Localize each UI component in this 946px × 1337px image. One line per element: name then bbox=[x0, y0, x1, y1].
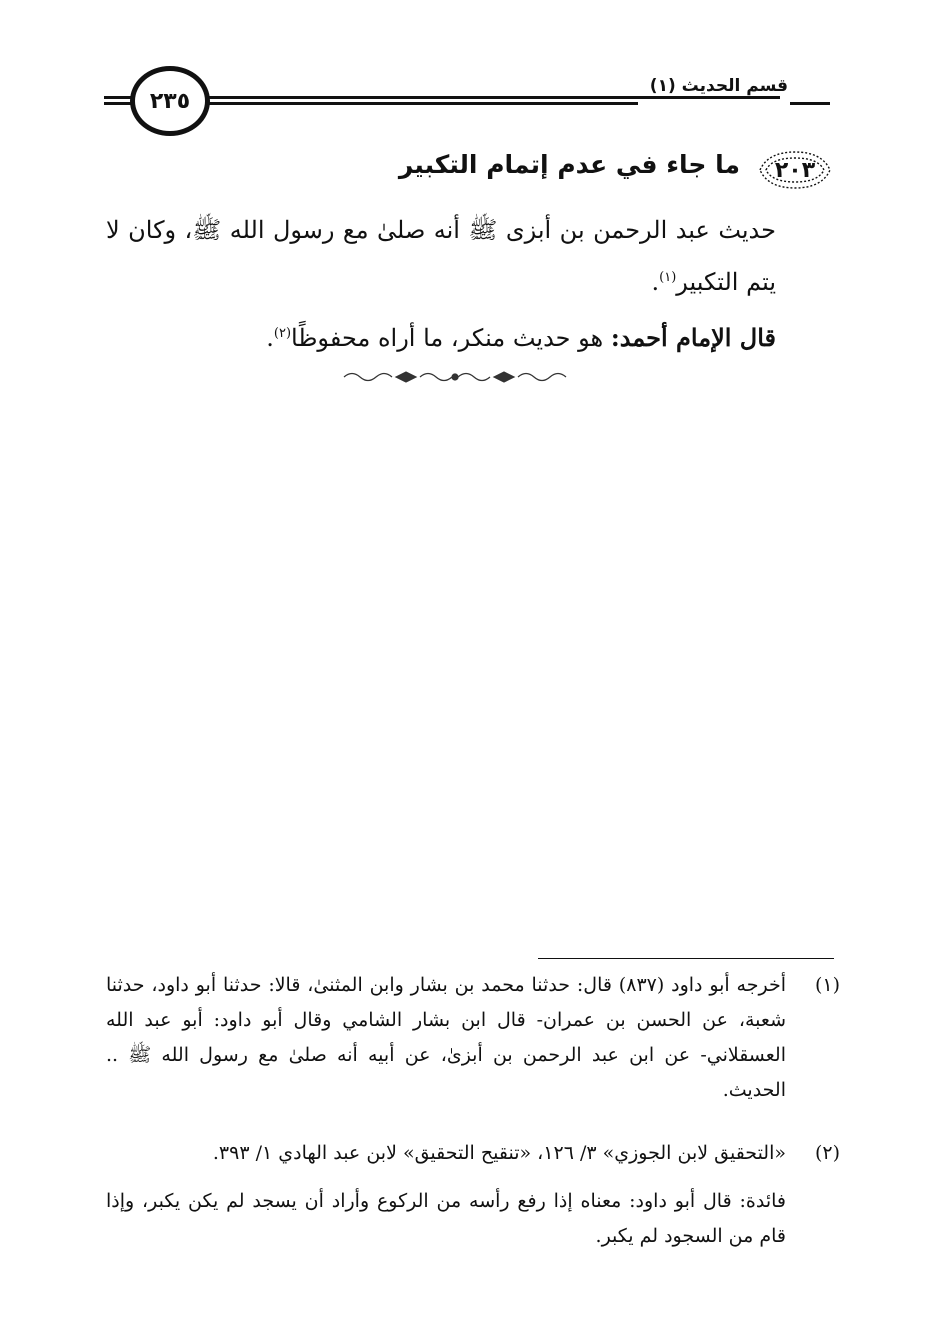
ruling-attribution: قال الإمام أحمد: bbox=[610, 323, 776, 352]
footnote-number: (١) bbox=[814, 974, 840, 996]
period: . bbox=[651, 268, 660, 296]
footnote-note: فائدة: قال أبو داود: معناه إذا رفع رأسه من الركوع وأراد أن يسجد لم يكن يكبر، وإذا قام من السجود لم يكبر. bbox=[106, 1190, 786, 1247]
footnote-text: أخرجه أبو داود (٨٣٧) قال: حدثنا محمد بن بشار وابن المثنىٰ، قالا: حدثنا أبو داود، حدثنا شعبة، عن الحسن بن عمران- قال ابن بشار الشامي وقال أبو داود: أبو عبد الله العسقلاني- عن ابن عبد الرحمن بن أبزىٰ، عن أبيه أنه صلىٰ مع رسول الله ﷺ .. الحديث. bbox=[106, 974, 786, 1101]
footnote-rule bbox=[538, 958, 834, 959]
header-rule bbox=[200, 96, 780, 99]
running-head: قسم الحديث (١) bbox=[649, 76, 788, 96]
hadith-paragraph bbox=[106, 206, 776, 306]
divider-ornament-icon bbox=[340, 368, 570, 386]
footnote-text: «التحقيق لابن الجوزي» ٣/ ١٢٦، «تنقيح التحقيق» لابن عبد الهادي ١/ ٣٩٣. bbox=[212, 1142, 786, 1164]
section-number bbox=[756, 148, 834, 192]
footnote-ref: (١) bbox=[659, 270, 677, 285]
header-rule bbox=[200, 102, 638, 105]
section-number-text: ٢٠٣ bbox=[774, 157, 816, 183]
hadith-text: حديث عبد الرحمن بن أبزى ﷺ أنه صلىٰ مع رسول الله ﷺ، وكان لا يتم التكبير bbox=[106, 216, 776, 296]
page-number: ٢٣٥ bbox=[130, 66, 210, 136]
ruling-text: هو حديث منكر، ما أراه محفوظًا bbox=[291, 324, 611, 352]
header-rule bbox=[790, 102, 830, 105]
period: . bbox=[266, 324, 274, 352]
footnote-number: (٢) bbox=[814, 1142, 840, 1164]
section-title: ما جاء في عدم إتمام التكبير bbox=[398, 150, 740, 179]
footnote-ref: (٢) bbox=[273, 326, 292, 341]
ruling-paragraph bbox=[220, 310, 776, 362]
